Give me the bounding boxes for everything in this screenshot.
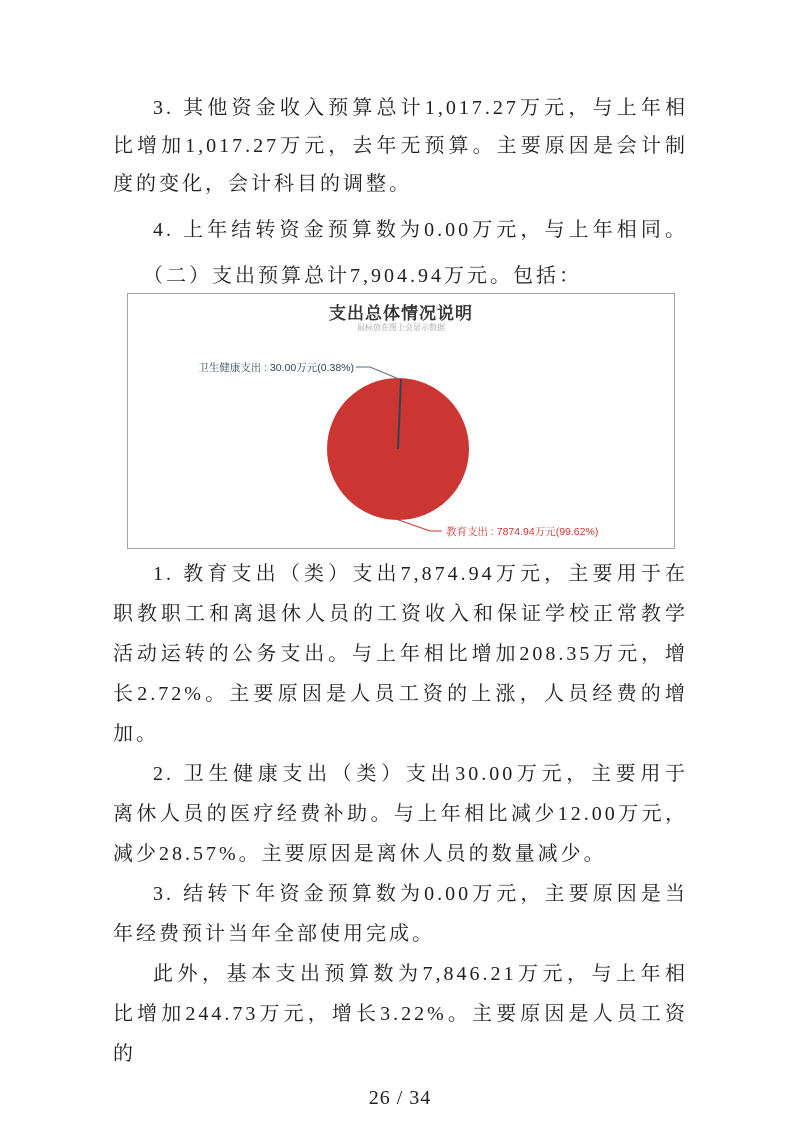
education-slice-label: 教育支出 : 7874.94万元(99.62%)	[446, 526, 599, 538]
health-slice-label: 卫生健康支出 : 30.00万元(0.38%)	[198, 362, 354, 374]
page-number: 26 / 34	[368, 1087, 432, 1109]
text-line: 2. 卫生健康支出（类）支出30.00万元，主要用于	[153, 763, 688, 785]
paragraph	[113, 954, 688, 1074]
education-label-leader-line	[396, 519, 442, 531]
text-line: 度的变化，会计科目的调整。	[113, 173, 412, 195]
text-line: 3. 结转下年资金预算数为0.00万元，主要原因是当	[153, 883, 688, 905]
pie-chart-canvas	[128, 294, 674, 548]
paragraph	[113, 89, 688, 203]
text-line: 比增加244.73万元，增长3.22%。主要原因是人员工资的	[113, 1003, 688, 1065]
text-line: 活动运转的公务支出。与上年相比增加208.35万元，增	[113, 643, 688, 665]
text-line: 此外，基本支出预算数为7,846.21万元，与上年相	[153, 963, 688, 985]
text-line: 年经费预计当年全部使用完成。	[113, 923, 435, 945]
body-text-top	[113, 89, 688, 295]
text-line: 加。	[113, 723, 159, 745]
paragraph	[113, 874, 688, 954]
expenditure-pie-chart-panel	[127, 293, 675, 549]
text-line: 离休人员的医疗经费补助。与上年相比减少12.00万元，	[113, 803, 688, 825]
text-line: 4. 上年结转资金预算数为0.00万元，与上年相同。	[153, 219, 688, 241]
text-line: 比增加1,017.27万元，去年无预算。主要原因是会计制	[113, 135, 688, 157]
paragraph	[113, 754, 688, 874]
health-label-leader-line	[356, 367, 399, 379]
text-line: （二）支出预算总计7,904.94万元。包括：	[143, 265, 582, 287]
text-line: 职教职工和离退休人员的工资收入和保证学校正常教学	[113, 603, 688, 625]
text-line: 长2.72%。主要原因是人员工资的上涨，人员经费的增	[113, 683, 688, 705]
paragraph	[113, 211, 688, 249]
paragraph	[113, 554, 688, 754]
chart-title: 支出总体情况说明	[329, 304, 473, 323]
chart-subtitle: 鼠标放在图上会显示数据	[357, 323, 445, 332]
paragraph	[113, 257, 688, 295]
text-line: 1. 教育支出（类）支出7,874.94万元，主要用于在	[153, 563, 688, 585]
text-line: 减少28.57%。主要原因是离休人员的数量减少。	[113, 843, 607, 865]
body-text-bottom	[113, 554, 688, 1074]
text-line: 3. 其他资金收入预算总计1,017.27万元，与上年相	[153, 97, 688, 119]
